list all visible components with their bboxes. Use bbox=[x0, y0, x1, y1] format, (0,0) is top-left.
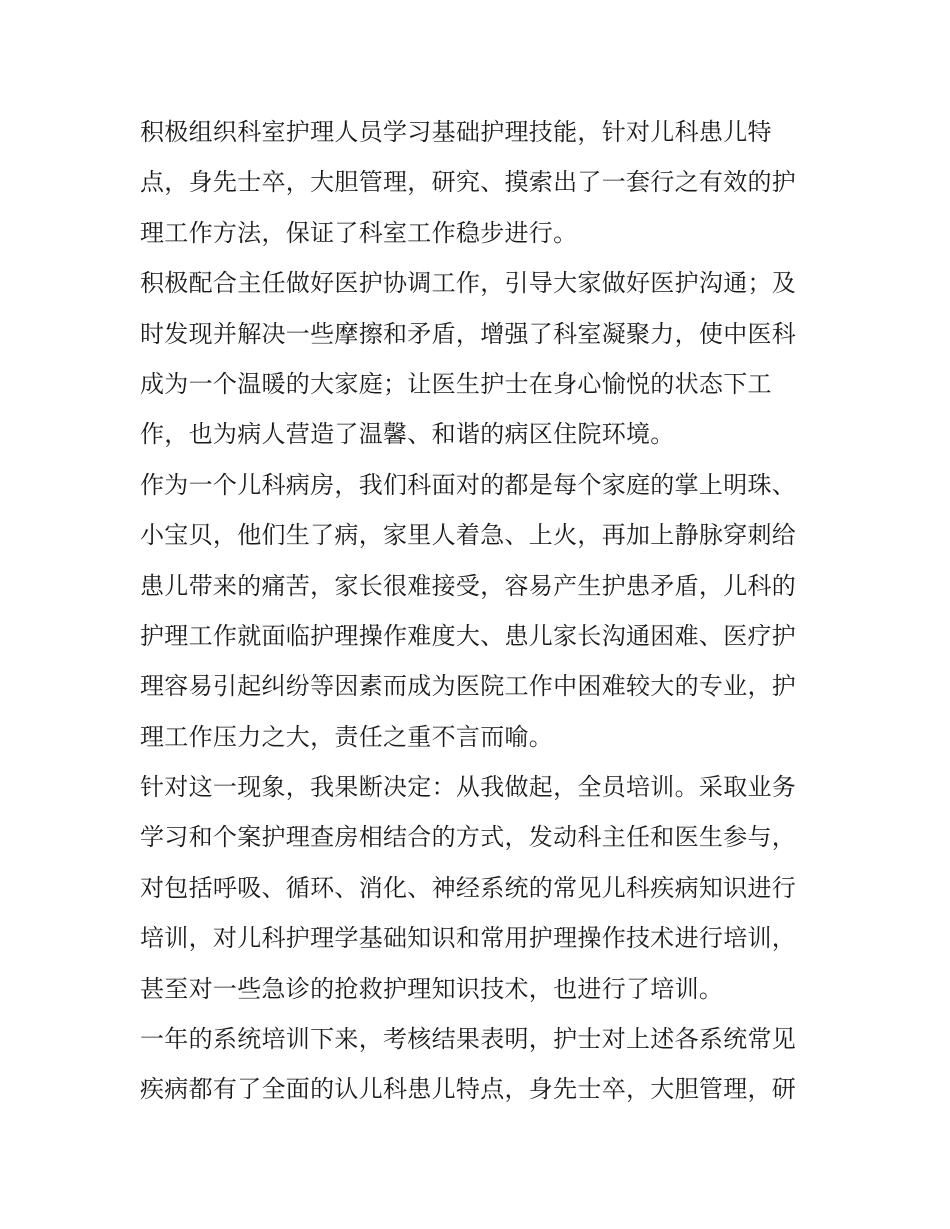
paragraph-pediatric-ward-challenges bbox=[140, 460, 812, 762]
text-line: 成为一个温暖的大家庭；让医生护士在身心愉悦的状态下工 bbox=[140, 369, 772, 398]
paragraph-training-results bbox=[140, 1014, 812, 1115]
text-line: 护理工作就面临护理操作难度大、患儿家长沟通困难、医疗护 bbox=[140, 621, 797, 650]
text-line: 培训，对儿科护理学基础知识和常用护理操作技术进行培训， bbox=[140, 924, 797, 953]
text-line: 一年的系统培训下来，考核结果表明，护士对上述各系统常见 bbox=[140, 1025, 797, 1054]
text-line: 小宝贝，他们生了病，家里人着急、上火，再加上静脉穿刺给 bbox=[140, 521, 797, 550]
text-line: 时发现并解决一些摩擦和矛盾，增强了科室凝聚力，使中医科 bbox=[140, 319, 797, 348]
text-line: 针对这一现象，我果断决定：从我做起，全员培训。采取业务 bbox=[140, 773, 797, 802]
text-line: 积极组织科室护理人员学习基础护理技能，针对儿科患儿特 bbox=[140, 118, 772, 146]
paragraph-basic-nursing-skills bbox=[140, 107, 812, 258]
text-line: 理工作方法，保证了科室工作稳步进行。 bbox=[140, 218, 578, 247]
text-line: 患儿带来的痛苦，家长很难接受，容易产生护患矛盾，儿科的 bbox=[140, 571, 797, 600]
text-line: 甚至对一些急诊的抢救护理知识技术，也进行了培训。 bbox=[140, 974, 724, 1003]
paragraph-doctor-nurse-coordination bbox=[140, 258, 812, 460]
text-line: 积极配合主任做好医护协调工作，引导大家做好医护沟通；及 bbox=[140, 269, 797, 298]
text-line: 作为一个儿科病房，我们科面对的都是每个家庭的掌上明珠、 bbox=[140, 470, 797, 499]
text-line: 作，也为病人营造了温馨、和谐的病区住院环境。 bbox=[140, 420, 675, 449]
text-line: 理工作压力之大，责任之重不言而喻。 bbox=[140, 722, 554, 751]
text-line: 理容易引起纠纷等因素而成为医院工作中困难较大的专业，护 bbox=[140, 672, 797, 701]
text-line: 点，身先士卒，大胆管理，研究、摸索出了一套行之有效的护 bbox=[140, 168, 797, 197]
text-line: 对包括呼吸、循环、消化、神经系统的常见儿科疾病知识进行 bbox=[140, 873, 797, 902]
text-line: 疾病都有了全面的认儿科患儿特点，身先士卒，大胆管理，研 bbox=[140, 1075, 797, 1104]
text-line: 学习和个案护理查房相结合的方式，发动科主任和医生参与， bbox=[140, 823, 797, 852]
paragraph-staff-training bbox=[140, 762, 812, 1014]
document-body bbox=[140, 107, 812, 1115]
